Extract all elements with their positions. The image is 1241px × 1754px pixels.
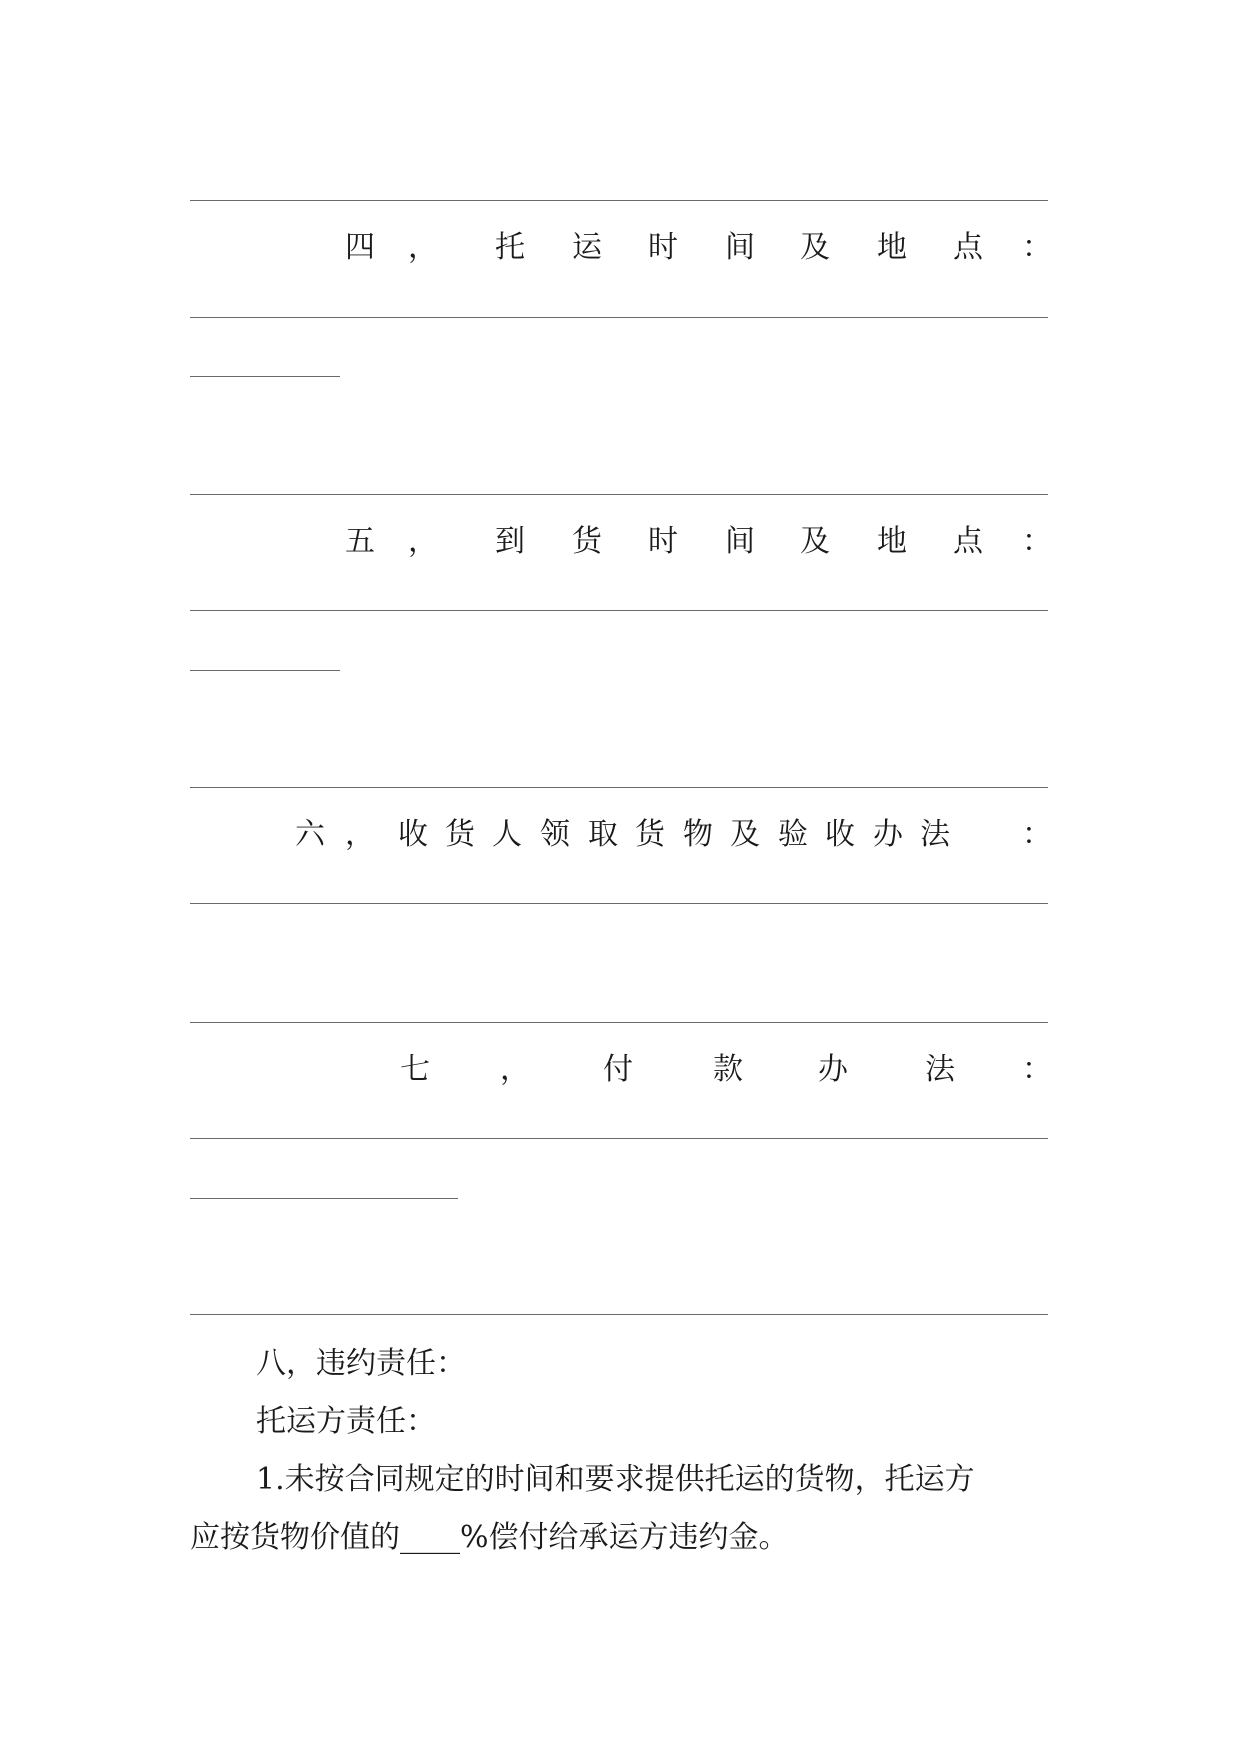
fill-line	[190, 200, 1048, 201]
heading-char: 货	[635, 817, 665, 852]
breach-title: 八，违约责任：	[256, 1346, 466, 1381]
heading-char: 取	[588, 817, 618, 852]
heading-char: ：	[1022, 817, 1052, 852]
heading-char: 运	[572, 230, 602, 265]
breach-item-1-line-1: 1.未按合同规定的时间和要求提供托运的货物，托运方	[256, 1462, 975, 1497]
fill-line	[190, 903, 1048, 904]
heading-char: 货	[572, 524, 602, 559]
fill-line	[190, 610, 1048, 611]
heading-char: 六	[295, 817, 325, 852]
heading-char: 办	[818, 1052, 848, 1087]
heading-char: 法	[925, 1052, 955, 1087]
heading-char: 地	[877, 230, 907, 265]
heading-char: 时	[648, 524, 678, 559]
heading-char: 四	[345, 230, 375, 265]
heading-char: ：	[1022, 230, 1052, 265]
heading-char: 物	[683, 817, 713, 852]
heading-char: ：	[1022, 1052, 1052, 1087]
heading-char: ，	[345, 817, 375, 852]
heading-char: 七	[400, 1052, 430, 1087]
heading-char: 地	[877, 524, 907, 559]
heading-char: 五	[345, 524, 375, 559]
heading-char: 收	[398, 817, 428, 852]
breach-subtitle: 托运方责任：	[256, 1404, 436, 1439]
heading-char: 领	[540, 817, 570, 852]
fill-line	[190, 376, 340, 377]
heading-char: 法	[920, 817, 950, 852]
heading-char: 收	[825, 817, 855, 852]
fill-line	[190, 670, 340, 671]
heading-char: ，	[408, 230, 438, 265]
heading-char: 及	[800, 230, 830, 265]
heading-char: 及	[800, 524, 830, 559]
heading-char: ：	[1022, 524, 1052, 559]
heading-char: ，	[408, 524, 438, 559]
fill-line	[190, 1022, 1048, 1023]
heading-char: 验	[778, 817, 808, 852]
heading-char: 间	[725, 524, 755, 559]
heading-char: ，	[500, 1052, 530, 1087]
heading-char: 到	[495, 524, 525, 559]
heading-char: 间	[725, 230, 755, 265]
heading-char: 人	[492, 817, 522, 852]
heading-char: 时	[648, 230, 678, 265]
fill-line	[190, 317, 1048, 318]
fill-line	[190, 1314, 1048, 1315]
heading-char: 托	[495, 230, 525, 265]
heading-char: 付	[603, 1052, 633, 1087]
fill-line	[190, 1198, 458, 1199]
fill-line	[190, 1138, 1048, 1139]
heading-char: 点	[953, 230, 983, 265]
heading-char: 货	[445, 817, 475, 852]
heading-char: 办	[873, 817, 903, 852]
heading-char: 及	[730, 817, 760, 852]
fill-line	[190, 787, 1048, 788]
heading-char: 点	[953, 524, 983, 559]
fill-line	[190, 494, 1048, 495]
heading-char: 款	[713, 1052, 743, 1087]
breach-item-1-line-2: 应按货物价值的____%偿付给承运方违约金。	[190, 1520, 789, 1555]
